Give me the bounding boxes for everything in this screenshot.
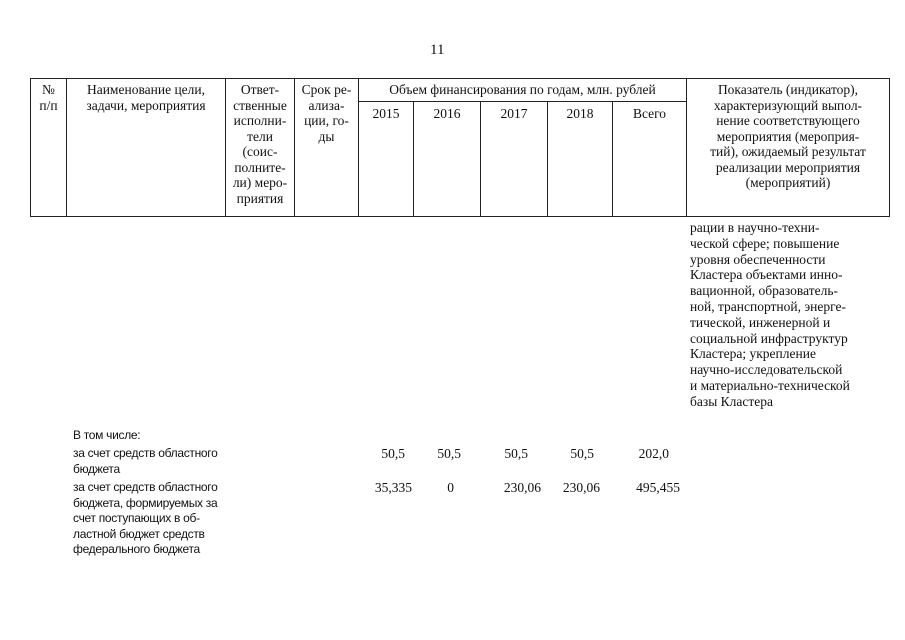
row1-2015: 50,5 [381, 446, 405, 461]
row-label-regional-budget: за счет средств областного бюджета [73, 446, 218, 476]
header-number: № п/п [39, 82, 58, 113]
year-2016: 2016 [433, 106, 461, 121]
year-2015: 2015 [372, 106, 400, 121]
header-indicator: Показатель (индикатор), характеризующий выпол- нение соответствующего мероприятия (мероприя- тий), ожидаемый результат реализации мероприятия (мероприятий) [710, 82, 866, 190]
header-responsible: Ответ- ственные исполни- тели (соис- полните- ли) меро- приятия [232, 82, 288, 206]
col-border-10 [889, 78, 890, 217]
header-top-border [30, 78, 890, 79]
row1-2018: 50,5 [570, 446, 594, 461]
row1-2016: 50,5 [437, 446, 461, 461]
header-bottom-border [30, 216, 890, 217]
header-name: Наименование цели, задачи, мероприятия [86, 82, 206, 113]
indicator-continuation: рации в научно-техни- ческой сфере; повышение уровня обеспеченности Кластера объектами инно- вационной, образователь- ной, транспортной, энерге- тической, инженерной и социальной инфраструктур Кластера; укрепление научно-исследовательской и материально-технической базы Кластера [690, 220, 850, 409]
row1-total: 202,0 [638, 446, 669, 461]
page-number: 11 [430, 42, 445, 58]
year-2018: 2018 [566, 106, 594, 121]
year-2017: 2017 [500, 106, 528, 121]
row-label-federal-transfer: за счет средств областного бюджета, формируемых за счет поступающих в об- ластной бюджет средств федерального бюджета [73, 480, 218, 556]
funding-subheader-border [358, 101, 686, 102]
row-label-including: В том числе: [73, 428, 141, 442]
header-funding: Объем финансирования по годам, млн. рублей [389, 82, 656, 97]
row1-2017: 50,5 [504, 446, 528, 461]
row2-2017: 230,06 [503, 480, 541, 495]
row2-2016: 0 [447, 480, 454, 495]
col-border-4 [358, 78, 359, 217]
row2-total: 495,455 [636, 480, 680, 495]
header-term: Срок ре- ализа- ции, го- ды [301, 82, 352, 144]
year-total: Всего [632, 106, 667, 121]
row2-2018: 230,06 [562, 480, 600, 495]
row2-2015: 35,335 [374, 480, 412, 495]
